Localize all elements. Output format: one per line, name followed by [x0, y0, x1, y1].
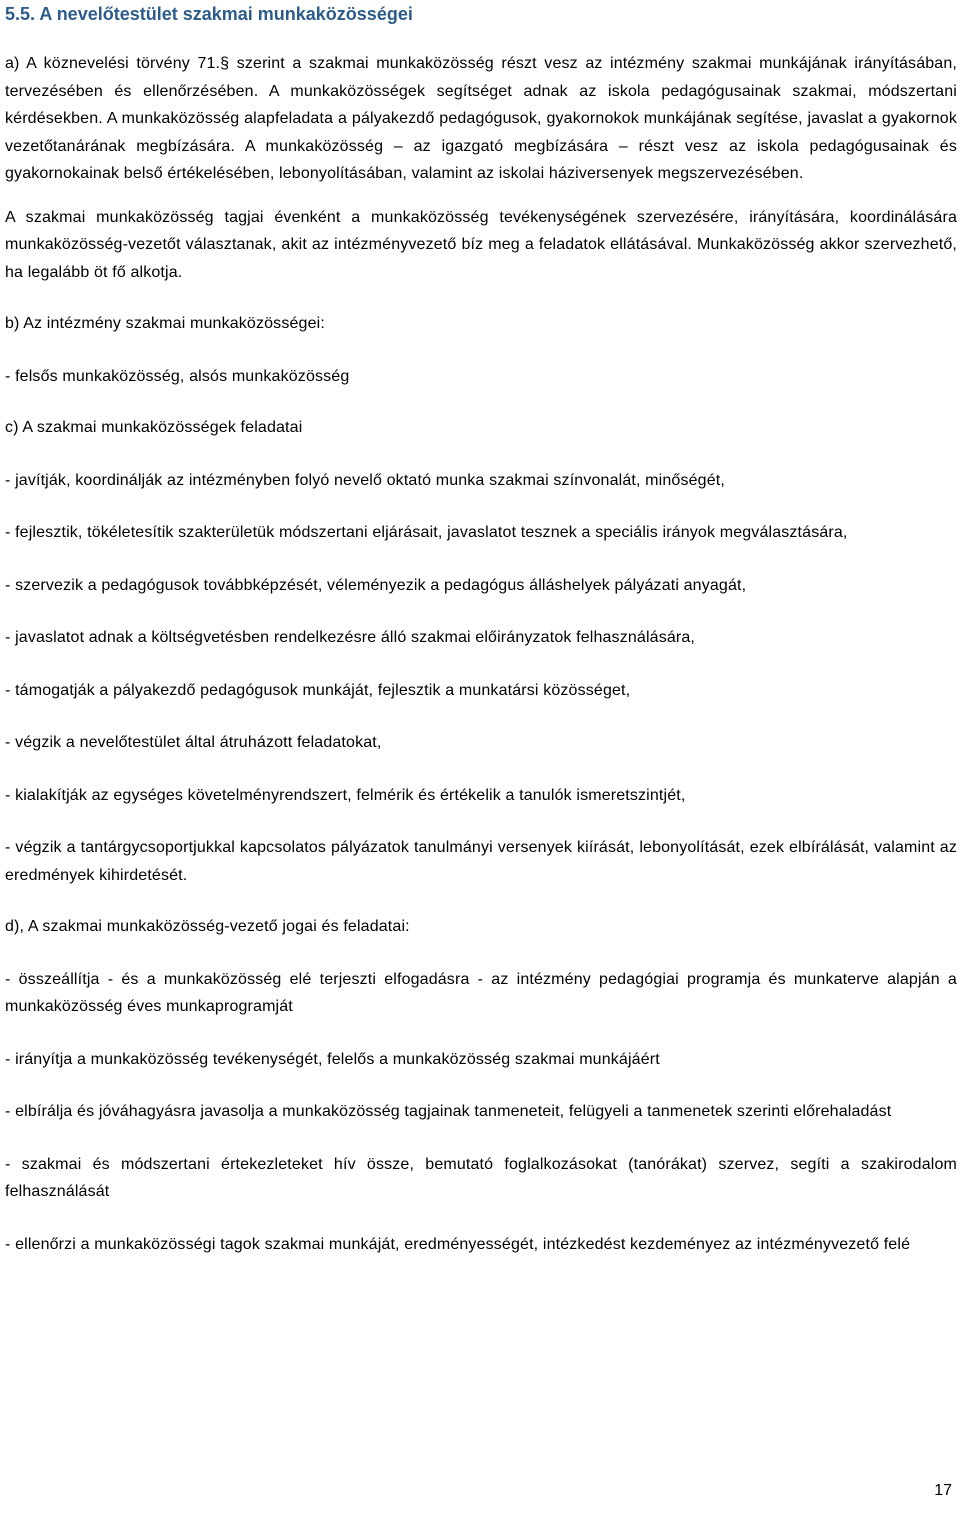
list-d-item: - ellenőrzi a munkaközösségi tagok szakmai munkáját, eredményességét, intézkedést kezdeményez az intézményvezető felé [5, 1235, 911, 1253]
list-c-item: - támogatják a pályakezdő pedagógusok munkáját, fejlesztik a munkatársi közösséget, [5, 681, 631, 699]
list-c-item: - végzik a tantárgycsoportjukkal kapcsolatos pályázatok tanulmányi versenyek kiírását, lebonyolítását, ezek elbírálását, valamint az eredmények kihirdetését. [5, 839, 957, 884]
list-d-label: d), A szakmai munkaközösség-vezető jogai és feladatai: [5, 918, 410, 935]
list-c-item: - javaslatot adnak a költségvetésben rendelkezésre álló szakmai előirányzatok felhasználására, [5, 629, 696, 646]
list-c-label: c) A szakmai munkaközösségek feladatai [5, 419, 303, 436]
list-b-item: - felsős munkaközösség, alsós munkaközösség [5, 367, 350, 385]
list-c-item: - kialakítják az egységes követelményrendszert, felmérik és értékelik a tanulók ismeretszintjét, [5, 786, 686, 804]
list-c-item: - szervezik a pedagógusok továbbképzését, véleményezik a pedagógus álláshelyek pályázati anyagát, [5, 576, 747, 594]
paragraph-a-intro: a) A köznevelési törvény 71.§ szerint a szakmai munkaközösség részt vesz az intézmény szakmai munkájának irányításában, tervezésében és ellenőrzésében. A munkaközösségek segítséget adnak az iskola pedagógusainak szakmai, módszertani kérdésekben. A munkaközösség alapfeladata a pályakezdő pedagógusok, gyakornokok munkájának segítése, javaslat a gyakornok vezetőtanárának megbízására. A munkaközösség – az igazgató megbízására – részt vesz az iskola pedagógusainak és gyakornokainak belső értékelésében, lebonyolításában, valamint az iskolai háziversenyek megszervezésében. [5, 55, 957, 182]
list-c-item: - fejlesztik, tökéletesítik szakterületük módszertani eljárásait, javaslatot tesznek a speciális irányok megválasztására, [5, 524, 848, 541]
section-heading: 5.5. A nevelőtestület szakmai munkaközösségei [5, 4, 413, 24]
paragraph-members: A szakmai munkaközösség tagjai évenként a munkaközösség tevékenységének szervezésére, irányítására, koordinálására munkaközösség-vezetőt választanak, akit az intézményvezető bíz meg a feladatok ellátásával. Munkaközösség akkor szervezhető, ha legalább öt fő alkotja. [5, 208, 957, 281]
list-b-label: b) Az intézmény szakmai munkaközösségei: [5, 315, 325, 332]
document-page [5, 0, 957, 1258]
list-d-item: - elbírálja és jóváhagyásra javasolja a munkaközösség tagjainak tanmeneteit, felügyeli a tanmenetek szerinti előrehaladást [5, 1103, 892, 1120]
list-c-item: - javítják, koordinálják az intézményben folyó nevelő oktató munka szakmai színvonalát, minőségét, [5, 471, 725, 489]
list-d-item: - összeállítja - és a munkaközösség elé terjeszti elfogadásra - az intézmény pedagógiai programja és munkaterve alapján a munkaközösség éves munkaprogramját [5, 970, 957, 1015]
list-c-item: - végzik a nevelőtestület által átruházott feladatokat, [5, 734, 382, 751]
list-d-item: - szakmai és módszertani értekezleteket hív össze, bemutató foglalkozásokat (tanórákat) szervez, segíti a szakirodalom felhasználását [5, 1155, 957, 1200]
page-number: 17 [934, 1482, 952, 1499]
list-d-item: - irányítja a munkaközösség tevékenységét, felelős a munkaközösség szakmai munkájáért [5, 1050, 660, 1068]
